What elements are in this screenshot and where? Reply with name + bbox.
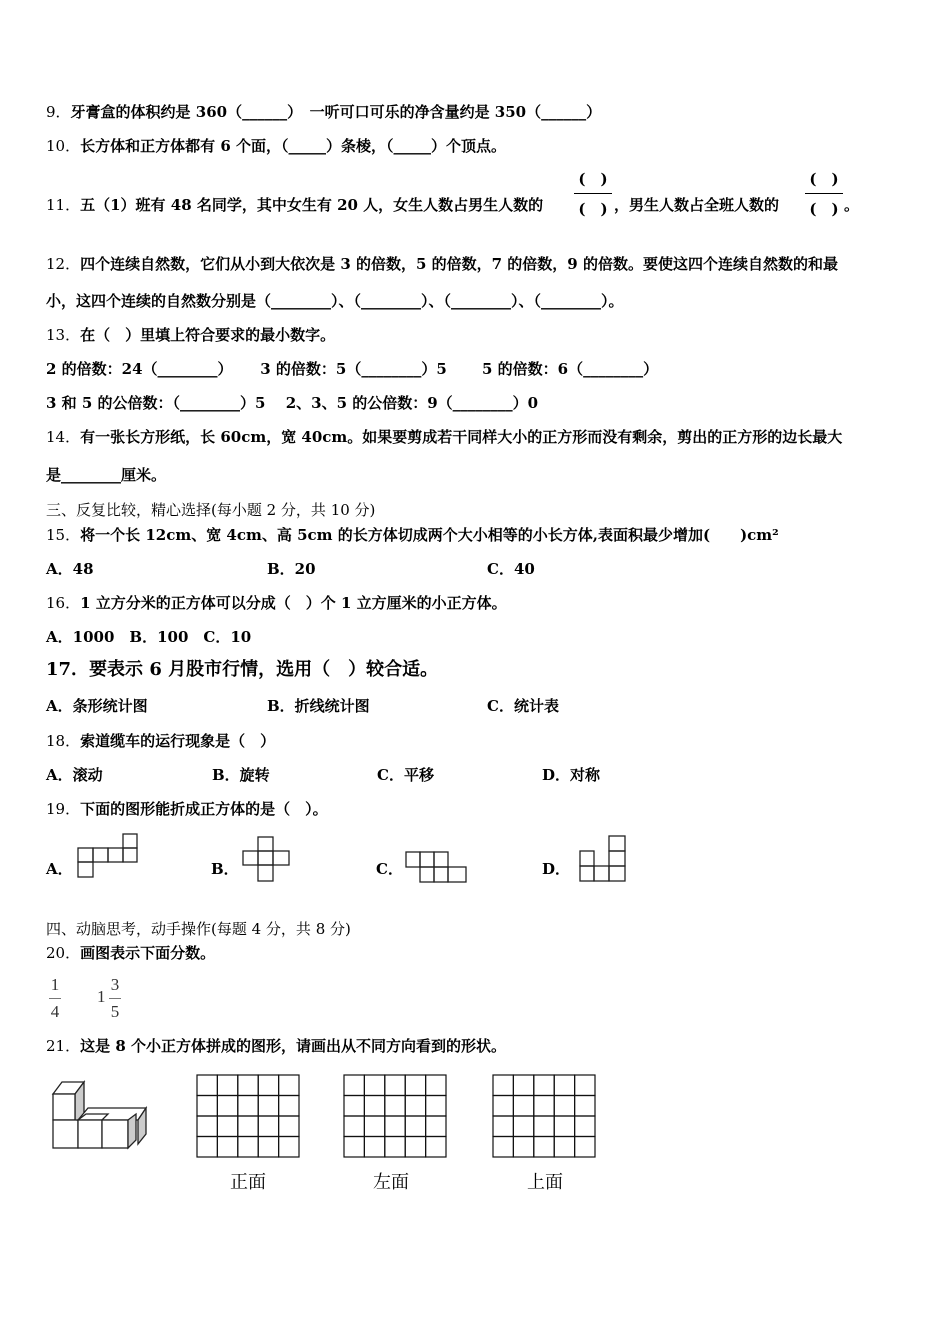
- q-num: 20．: [46, 944, 81, 962]
- grid-cell: [238, 1137, 258, 1158]
- grid-cell: [575, 1116, 595, 1137]
- q-num: 19．: [46, 800, 81, 818]
- q-text: 长方体和正方体都有 6 个面，（_____）条棱，（_____）个顶点。: [80, 137, 506, 155]
- cube-stack-figure: [50, 1078, 150, 1150]
- grid-cell: [364, 1096, 384, 1117]
- grid-cell: [217, 1116, 237, 1137]
- numerator-blank: ( ): [578, 170, 608, 188]
- option-d: D．: [542, 860, 571, 878]
- question-21: [46, 1036, 506, 1056]
- grid-cell: [197, 1116, 217, 1137]
- option-a: A．48: [46, 560, 94, 578]
- grid-cell: [344, 1096, 364, 1117]
- grid-cell: [364, 1116, 384, 1137]
- q-num: 10．: [46, 137, 81, 155]
- option-c: C．平移: [377, 766, 434, 784]
- grid-cell: [238, 1075, 258, 1096]
- question-19: [46, 799, 328, 819]
- option-d: D．对称: [542, 766, 601, 784]
- option-b: B．: [211, 860, 239, 878]
- q-text: 是________厘米。: [46, 466, 167, 484]
- grid-label-left: 左面: [373, 1172, 409, 1193]
- q-text: 画图表示下面分数。: [80, 944, 216, 962]
- grid-cell: [197, 1096, 217, 1117]
- grid-cell: [405, 1096, 425, 1117]
- answer-grids: [190, 1068, 610, 1168]
- denominator: 5: [110, 1002, 120, 1021]
- net-d: [580, 836, 625, 881]
- net-b: [243, 837, 289, 881]
- grid-cell: [575, 1137, 595, 1158]
- grid-cell: [405, 1075, 425, 1096]
- question-18: [46, 731, 275, 751]
- grid-cell: [575, 1075, 595, 1096]
- grid-cell: [279, 1137, 299, 1158]
- q-num: 14．: [46, 428, 81, 446]
- grid-cell: [534, 1075, 554, 1096]
- q-num: 17．: [46, 659, 90, 680]
- q13-row2: 3 和 5 的公倍数：（________）5 2、3、5 的公倍数：9（________）0: [46, 394, 539, 412]
- q13-row1: 2 的倍数：24（________） 3 的倍数：5（________）5 5 的倍数：6（________）: [46, 360, 659, 378]
- q-text: 四个连续自然数，它们从小到大依次是 3 的倍数，5 的倍数，7 的倍数，9 的倍数。要使这四个连续自然数的和最: [80, 255, 838, 273]
- grid-cell: [554, 1096, 574, 1117]
- grid-cell: [238, 1116, 258, 1137]
- grid-cell: [258, 1096, 278, 1117]
- question-20: [46, 943, 215, 963]
- option-b: B．折线统计图: [267, 697, 370, 715]
- numerator: 1: [50, 975, 60, 994]
- fraction-three-fifths: [106, 975, 124, 1022]
- grid-cell: [258, 1137, 278, 1158]
- fraction-blank-2: [805, 168, 843, 219]
- grid-cell: [344, 1137, 364, 1158]
- grid-2: [493, 1075, 595, 1157]
- question-17: [46, 660, 438, 680]
- grid-cell: [554, 1137, 574, 1158]
- grid-label-top: 上面: [527, 1172, 563, 1193]
- question-14: [46, 427, 842, 447]
- grid-cell: [534, 1096, 554, 1117]
- grid-1: [344, 1075, 446, 1157]
- grid-cell: [405, 1116, 425, 1137]
- cube-nets: [70, 830, 650, 890]
- grid-cell: [493, 1075, 513, 1096]
- grid-cell: [385, 1096, 405, 1117]
- grid-cell: [279, 1075, 299, 1096]
- q-num: 13．: [46, 326, 81, 344]
- question-12: [46, 254, 838, 274]
- q-num: 18．: [46, 732, 81, 750]
- grid-cell: [426, 1137, 446, 1158]
- grid-cell: [534, 1137, 554, 1158]
- q-num: 21．: [46, 1037, 81, 1055]
- grid-cell: [217, 1075, 237, 1096]
- grid-cell: [258, 1075, 278, 1096]
- option-c: C．: [376, 860, 403, 878]
- q-text: 有一张长方形纸，长 60cm，宽 40cm。如果要剪成若干同样大小的正方形而没有剩余，剪出的正方形的边长最大: [80, 428, 843, 446]
- grid-cell: [493, 1137, 513, 1158]
- q-text: 在（ ）里填上符合要求的最小数字。: [80, 326, 336, 344]
- q-text: 五（1）班有 48 名同学，其中女生有 20 人，女生人数占男生人数的: [80, 196, 544, 214]
- grid-cell: [426, 1075, 446, 1096]
- grid-cell: [575, 1096, 595, 1117]
- q-text: 。: [844, 196, 860, 214]
- q-num: 16．: [46, 594, 81, 612]
- question-15: [46, 525, 779, 545]
- grid-cell: [513, 1116, 533, 1137]
- question-9: [46, 102, 601, 122]
- grid-cell: [385, 1137, 405, 1158]
- grid-cell: [426, 1116, 446, 1137]
- q-text: 这是 8 个小正方体拼成的图形，请画出从不同方向看到的形状。: [80, 1037, 506, 1055]
- grid-cell: [344, 1075, 364, 1096]
- option-b: B．20: [267, 560, 316, 578]
- grid-cell: [197, 1137, 217, 1158]
- grid-cell: [385, 1075, 405, 1096]
- net-a: [78, 834, 137, 877]
- fraction-blank-1: [574, 168, 612, 219]
- net-c: [406, 852, 466, 882]
- grid-cell: [279, 1116, 299, 1137]
- grid-cell: [513, 1137, 533, 1158]
- q-num: 9．: [46, 103, 71, 121]
- grid-cell: [217, 1137, 237, 1158]
- grid-cell: [493, 1096, 513, 1117]
- grid-cell: [493, 1116, 513, 1137]
- option-a: A．: [46, 860, 73, 878]
- grid-cell: [197, 1075, 217, 1096]
- numerator-blank: ( ): [809, 170, 839, 188]
- grid-cell: [364, 1137, 384, 1158]
- grid-cell: [344, 1116, 364, 1137]
- whole-part: 1: [97, 987, 106, 1006]
- q-text: 索道缆车的运行现象是（ ）: [80, 732, 276, 750]
- q-text: 1 立方分米的正方体可以分成（ ）个 1 立方厘米的小正方体。: [80, 594, 507, 612]
- q-text: 牙膏盒的体积约是 360（______） 一听可口可乐的净含量约是 350（______）: [70, 103, 602, 121]
- q-text: ，男生人数占全班人数的: [614, 196, 780, 214]
- grid-cell: [554, 1116, 574, 1137]
- question-11: [46, 195, 543, 215]
- grid-cell: [513, 1096, 533, 1117]
- grid-cell: [385, 1116, 405, 1137]
- option-c: C．40: [487, 560, 535, 578]
- option-a: A．条形统计图: [46, 697, 148, 715]
- grid-cell: [426, 1096, 446, 1117]
- grid-0: [197, 1075, 299, 1157]
- grid-cell: [258, 1116, 278, 1137]
- q-text: 将一个长 12cm、宽 4cm、高 5cm 的长方体切成两个大小相等的小长方体,表面积最少增加( )cm²: [80, 526, 779, 544]
- option-b: B．旋转: [212, 766, 270, 784]
- grid-cell: [554, 1075, 574, 1096]
- grid-label-front: 正面: [230, 1172, 266, 1193]
- denominator-blank: ( ): [809, 200, 839, 218]
- section-heading: 三、反复比较，精心选择(每小题 2 分，共 10 分): [46, 501, 376, 519]
- grid-cell: [364, 1075, 384, 1096]
- numerator: 3: [110, 975, 120, 994]
- denominator: 4: [50, 1002, 60, 1021]
- grid-cell: [279, 1096, 299, 1117]
- option-c: C．统计表: [487, 697, 559, 715]
- fraction-one-quarter: [46, 975, 64, 1022]
- question-16: [46, 593, 507, 613]
- section-heading: 四、动脑思考，动手操作(每题 4 分，共 8 分): [46, 920, 351, 938]
- grid-cell: [513, 1075, 533, 1096]
- q-num: 11．: [46, 196, 81, 214]
- grid-cell: [238, 1096, 258, 1117]
- q-text: 要表示 6 月股市行情，选用（ ）较合适。: [89, 659, 439, 680]
- question-13: [46, 325, 335, 345]
- option-a: A．滚动: [46, 766, 103, 784]
- q-text: 下面的图形能折成正方体的是（ ）。: [80, 800, 328, 818]
- question-10: [46, 136, 506, 156]
- q-num: 12．: [46, 255, 81, 273]
- grid-cell: [217, 1096, 237, 1117]
- grid-cell: [534, 1116, 554, 1137]
- grid-cell: [405, 1137, 425, 1158]
- options: A．1000 B．100 C．10: [46, 628, 252, 646]
- denominator-blank: ( ): [578, 200, 608, 218]
- q-num: 15．: [46, 526, 81, 544]
- q-text: 小，这四个连续的自然数分别是（________）、（________）、（________）、（________）。: [46, 292, 624, 310]
